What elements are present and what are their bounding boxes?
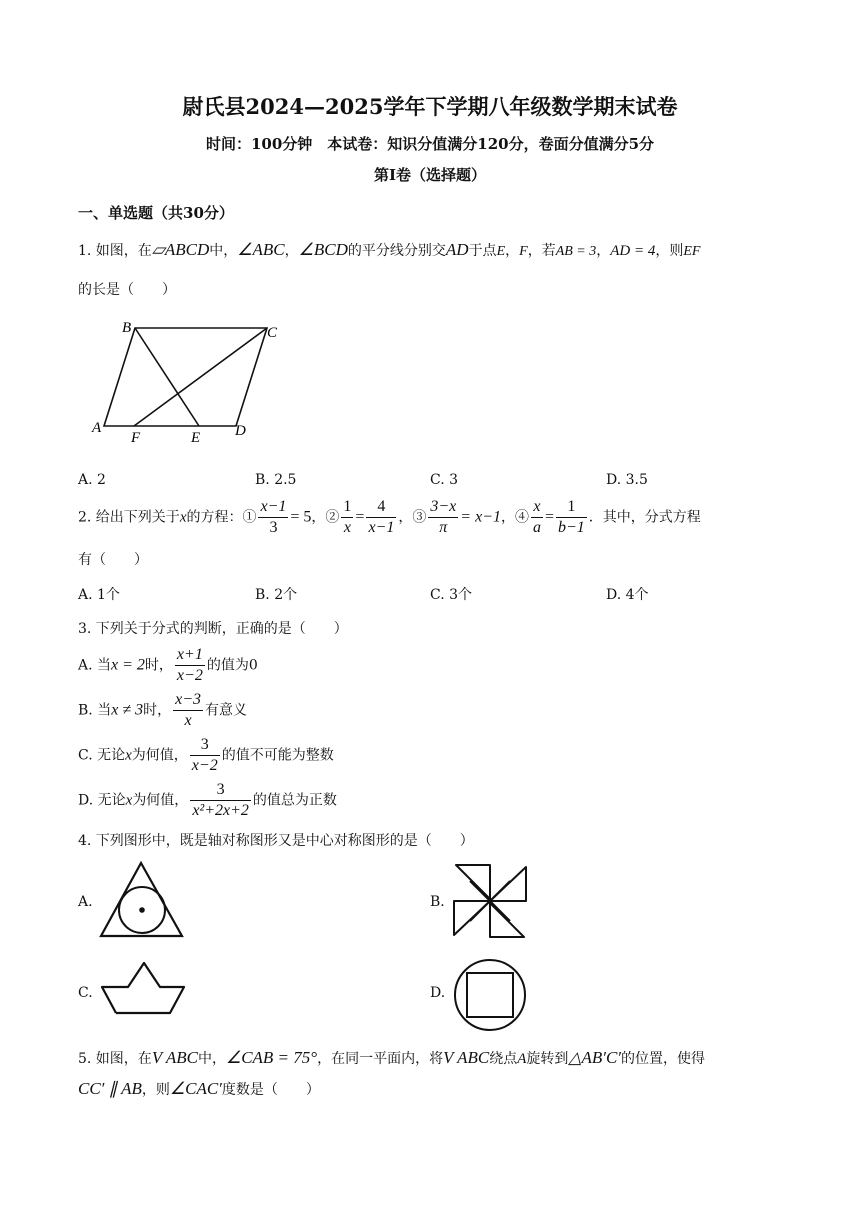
q2-frac-4: $\frac{3-x}{\pi}$ [430, 498, 457, 536]
q2-frac-5: $\frac{x}{a}$ [532, 498, 541, 536]
q2-option-d[interactable]: D. 4个 [606, 587, 649, 603]
q4-label-d[interactable]: D. [430, 985, 446, 1001]
q5-stem: 5. 如图，在V ABC中，∠CAB = 75°，在同一平面内，将V ABC绕点A旋转到△AB′C′的位置，使得 [78, 1048, 706, 1067]
q1-option-a[interactable]: A. 2 [78, 472, 106, 488]
q2-option-b[interactable]: B. 2个 [255, 587, 298, 603]
triangle-circle-figure[interactable] [98, 860, 186, 940]
q4-label-a[interactable]: A. [78, 894, 93, 910]
circle-square-figure[interactable] [452, 957, 528, 1033]
q2-frac-1: $\frac{x-1}{3}$ [260, 498, 287, 536]
label-b: B [122, 320, 132, 336]
parallelogram-symbol: ▱ABCD [151, 240, 210, 259]
label-d: D [235, 423, 246, 439]
q2-frac-6: $\frac{1}{b-1}$ [558, 498, 585, 536]
q3-option-b[interactable]: B. 当x ≠ 3时， $\frac{x-3}{x}$ 有意义 [78, 691, 247, 729]
q1-stem-line2: 的长是（ ） [78, 282, 176, 298]
q4-label-c[interactable]: C. [78, 985, 93, 1001]
bisector-be [135, 328, 199, 426]
q3-stem: 3. 下列关于分式的判断，正确的是（ ） [78, 621, 348, 637]
volume-heading: 第Ⅰ卷（选择题） [373, 166, 487, 184]
boat-figure[interactable] [98, 959, 188, 1019]
q1-option-d[interactable]: D. 3.5 [606, 472, 648, 488]
q1-option-b[interactable]: B. 2.5 [255, 472, 297, 488]
parallelogram-figure [86, 316, 286, 450]
q4-stem: 4. 下列图形中，既是轴对称图形又是中心对称图形的是（ ） [78, 833, 474, 849]
q4-label-b[interactable]: B. [430, 894, 445, 910]
q3-option-c[interactable]: C. 无论x为何值， $\frac{3}{x-2}$ 的值不可能为整数 [78, 736, 334, 774]
exam-info: 时间：100分钟 本试卷：知识分值满分120分，卷面分值满分5分 [205, 135, 655, 153]
q2-frac-3: $\frac{4}{x-1}$ [368, 498, 395, 536]
q3-option-d[interactable]: D. 无论x为何值， $\frac{3}{\text{x²+2x+2}}$ 的值总为正数 [78, 781, 337, 819]
q1-option-c[interactable]: C. 3 [430, 472, 459, 488]
pinwheel-figure[interactable] [450, 861, 530, 941]
page-title: 尉氏县2024—2025学年下学期八年级数学期末试卷 [182, 94, 678, 119]
q2-stem-line2: 有（ ） [78, 552, 148, 568]
q1-stem: 1. 如图，在▱ABCD中，∠ABC，∠BCD的平分线分别交AD于点E，F，若AB = 3，AD = 4，则EF [78, 240, 701, 259]
parallelogram-abcd [104, 328, 267, 426]
q5-stem-line2: CC′ ∥ AB，则∠CAC′度数是（ ） [78, 1079, 320, 1098]
q2-frac-2: $\frac{1}{x}$ [343, 498, 352, 536]
q3-option-a[interactable]: A. 当x = 2时， $\frac{x+1}{x-2}$ 的值为0 [78, 646, 258, 684]
q2-option-a[interactable]: A. 1个 [78, 587, 120, 603]
label-c: C [267, 325, 278, 341]
label-a: A [92, 420, 102, 436]
label-f: F [131, 430, 141, 446]
q2-option-c[interactable]: C. 3个 [430, 587, 473, 603]
section-heading: 一、单选题（共30分） [78, 204, 234, 222]
bisector-cf [134, 328, 267, 426]
q2-stem: 2. 给出下列关于x的方程：① $\frac{x-1}{3}$ = 5，② $\frac{1}{x}$ = $\frac{4}{x-1}$ ，③ $\frac{3-x}{\pi}$ = x−1，④ $\frac{x}{a}$ = $\frac{1}{b-1}$ ．其中，分式方程 [78, 498, 701, 536]
label-e: E [191, 430, 201, 446]
